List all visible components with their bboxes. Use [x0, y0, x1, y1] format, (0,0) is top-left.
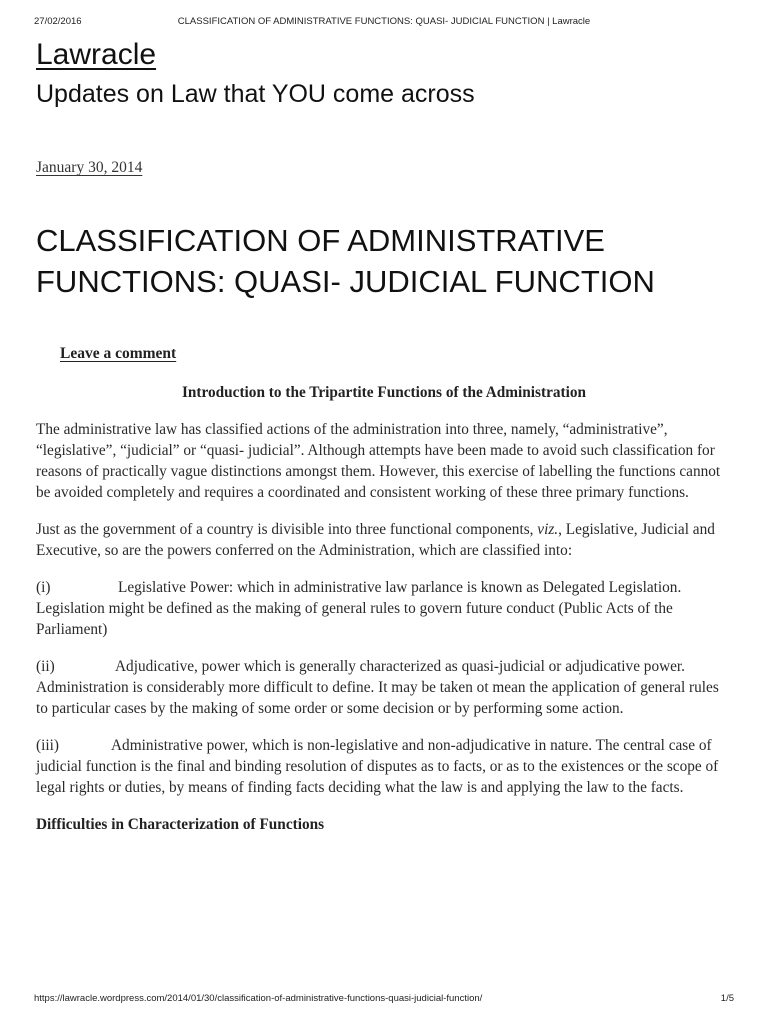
print-header — [34, 16, 734, 30]
list-item-administrative — [36, 735, 732, 798]
list-item-marker: (ii) — [36, 658, 55, 675]
print-footer — [34, 993, 734, 1007]
post-date-link[interactable]: January 30, 2014 — [36, 159, 143, 176]
list-item-text: Adjudicative, power which is generally characterized as quasi-judicial or adjudicative power. Administration is considerably more difficult to define. It may be taken ot mean the application of general rules to particular cases by the making of some order or some decision or by performing some action. — [36, 658, 719, 717]
print-page-title: CLASSIFICATION OF ADMINISTRATIVE FUNCTIONS: QUASI- JUDICIAL FUNCTION | Lawracle — [177, 16, 591, 27]
intro-heading: Introduction to the Tripartite Functions of the Administration — [181, 384, 587, 401]
list-item-adjudicative — [36, 656, 732, 719]
post-content — [36, 382, 732, 835]
paragraph-intro: The administrative law has classified actions of the administration into three, namely, “administrative”, “legislative”, “judicial” or “quasi- judicial”. Although attempts have been made to avoid such classification for reasons of practically vague distinctions amongst them. However, this exercise of labelling the functions cannot be avoided completely and requires a coordinated and consistent working of these three primary functions. — [36, 421, 721, 501]
post-title: CLASSIFICATION OF ADMINISTRATIVE FUNCTIONS: QUASI- JUDICIAL FUNCTION — [36, 223, 655, 299]
paragraph-powers — [36, 519, 732, 561]
print-url: https://lawracle.wordpress.com/2014/01/30/classification-of-administrative-functions-quasi-judicial-function/ — [34, 993, 483, 1004]
list-item-marker: (iii) — [36, 737, 59, 754]
site-tagline: Updates on Law that YOU come across — [36, 80, 475, 108]
paragraph-powers-text-1: Just as the government of a country is divisible into three functional components, — [36, 521, 538, 538]
section-heading-difficulties: Difficulties in Characterization of Functions — [36, 816, 325, 833]
paragraph-powers-emphasis: viz. — [537, 521, 559, 538]
paragraph-powers-text-2: , Legislative, Judicial and Executive, so are the powers conferred on the Administration, which are classified into: — [36, 521, 715, 559]
list-item-text: Administrative power, which is non-legislative and non-adjudicative in nature. The central case of judicial function is the final and binding resolution of disputes as to facts, or as to the existences or the scope of legal rights or duties, by means of finding facts deciding what the law is and applying the law to the facts. — [36, 737, 719, 796]
list-item-text: Legislative Power: which in administrative law parlance is known as Delegated Legislation. Legislation might be defined as the making of general rules to govern future conduct (Public Acts of the Parliament) — [36, 579, 682, 638]
page-number: 1/5 — [720, 993, 734, 1004]
site-title-link[interactable]: Lawracle — [36, 38, 157, 71]
leave-comment-link[interactable]: Leave a comment — [60, 345, 177, 362]
list-item-legislative — [36, 577, 732, 640]
list-item-marker: (i) — [36, 579, 51, 596]
print-date: 27/02/2016 — [34, 16, 82, 27]
